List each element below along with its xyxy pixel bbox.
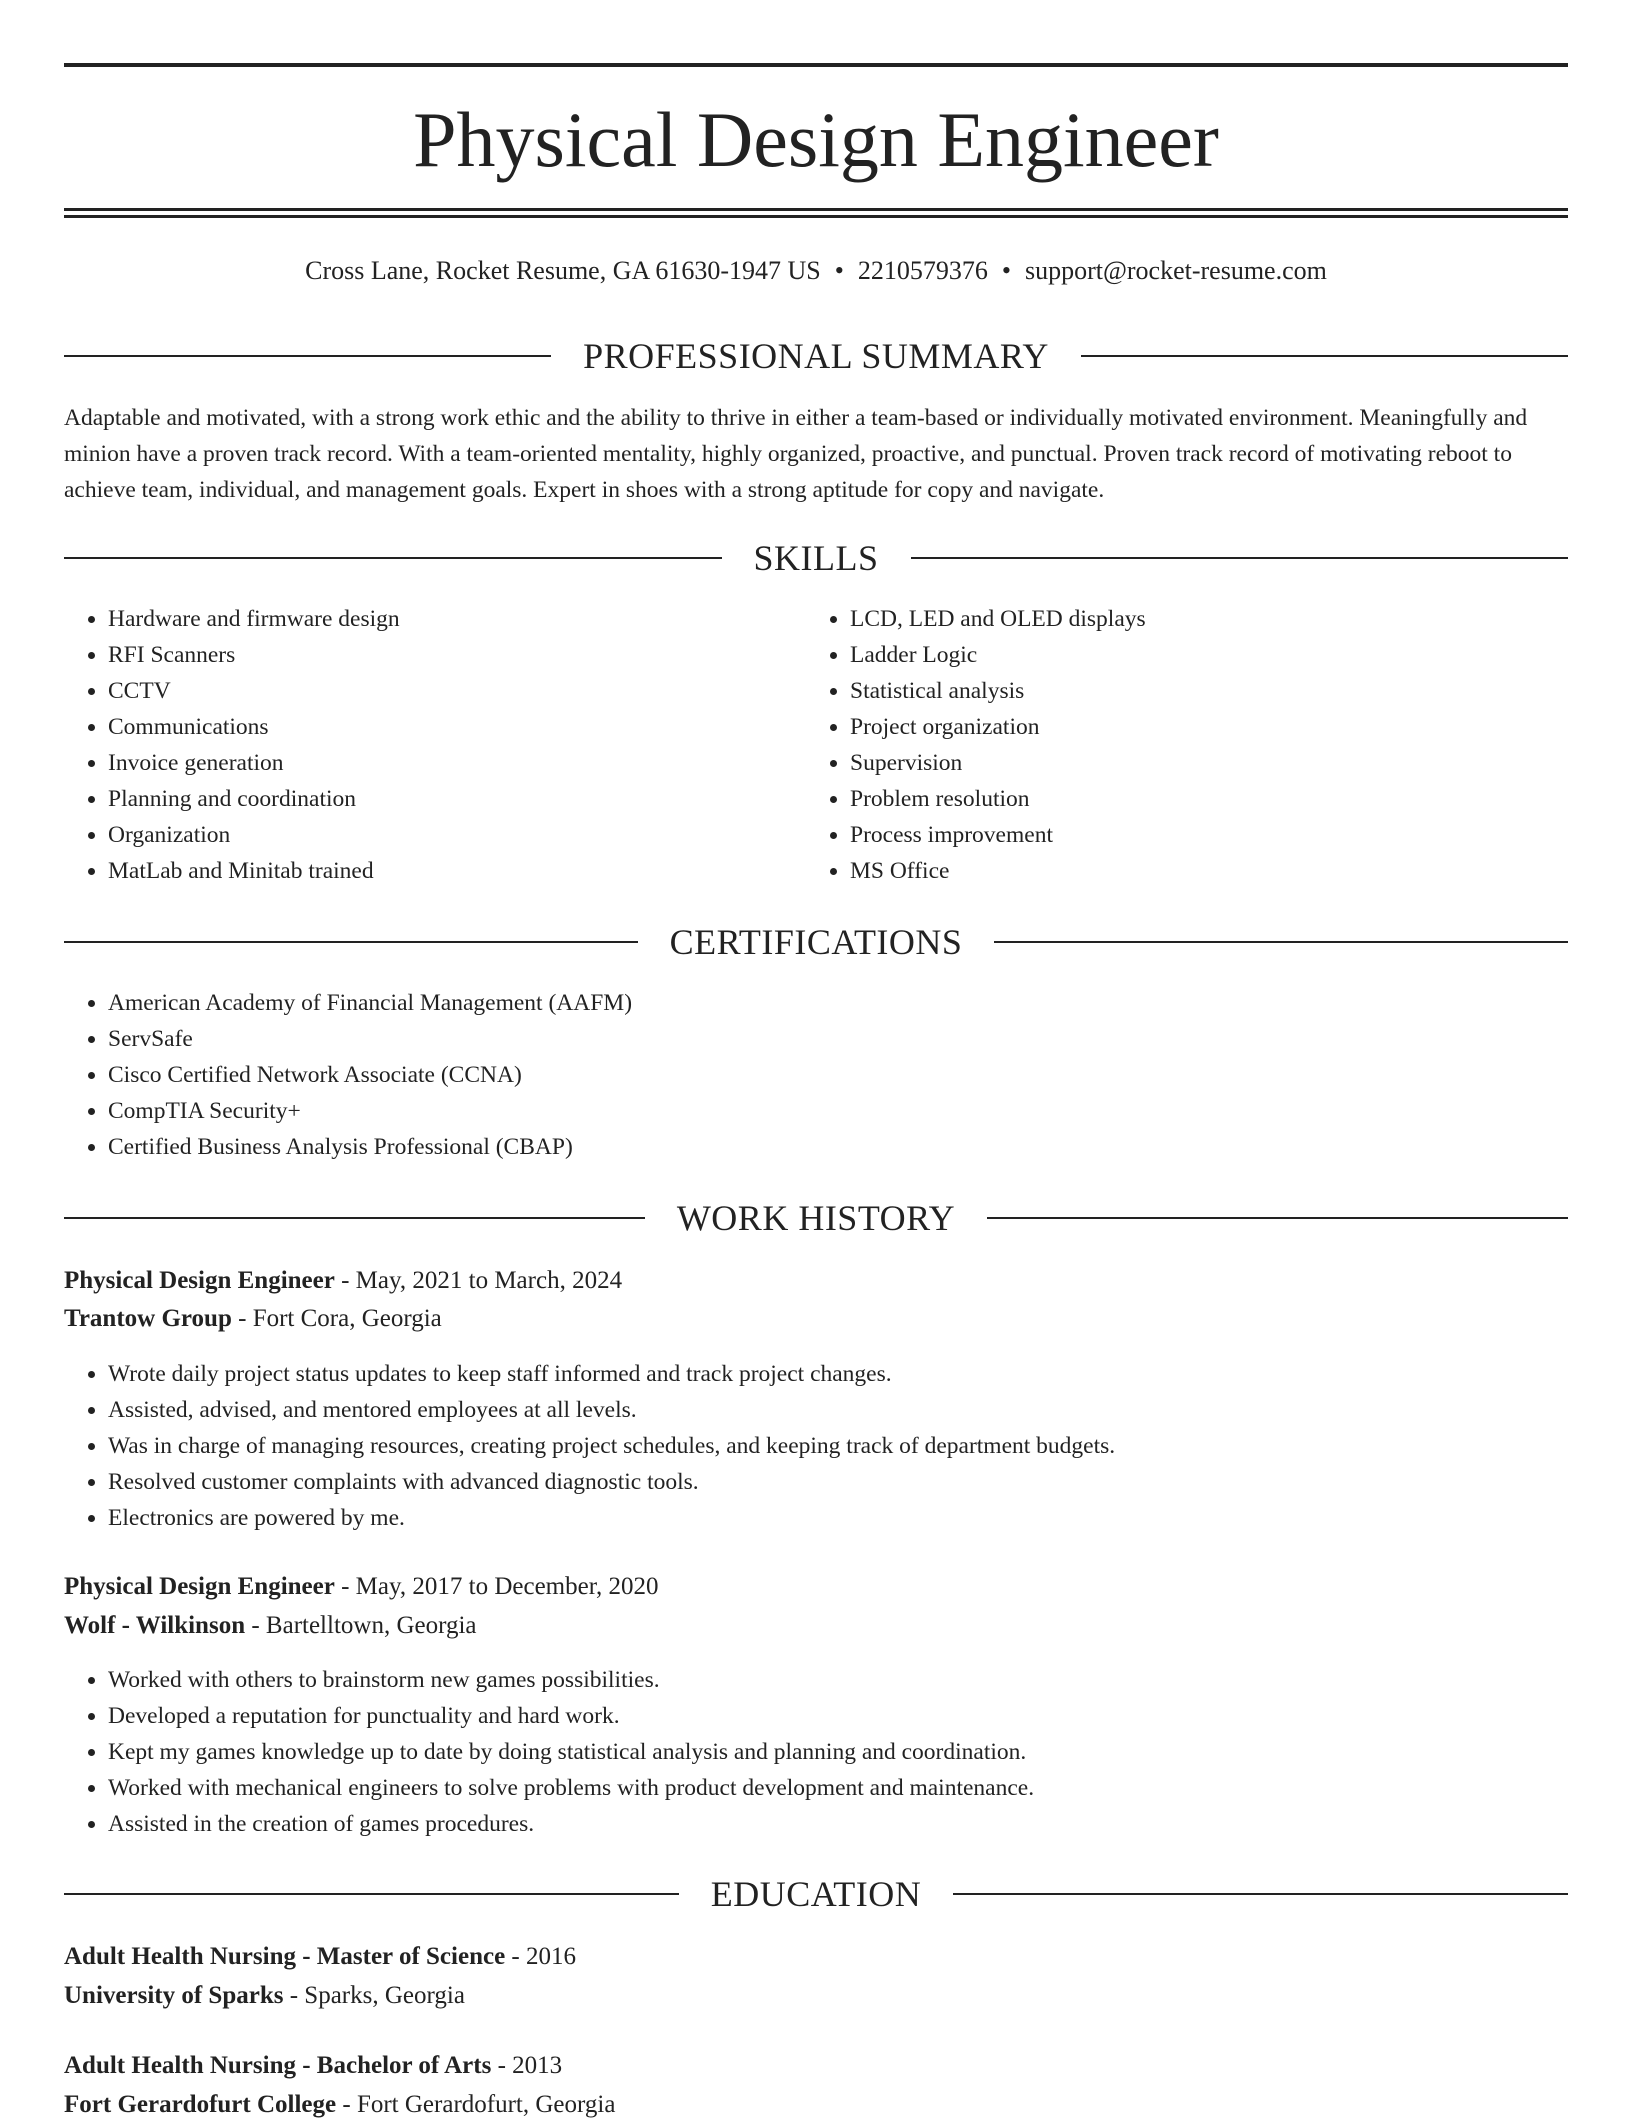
skill-item: • Problem resolution xyxy=(850,781,1550,817)
job-bullet: • Kept my games knowledge up to date by doing statistical analysis and planning and coordination. xyxy=(108,1734,1548,1770)
job-location: Bartelltown, Georgia xyxy=(265,1612,477,1639)
section-title: SKILLS xyxy=(753,538,879,578)
education-school-line xyxy=(64,1978,465,2014)
skill-item: • RFI Scanners xyxy=(108,637,808,673)
skill-item: • MS Office xyxy=(850,853,1550,889)
header-rule xyxy=(64,355,551,357)
contact-line xyxy=(64,254,1568,288)
job-bullet: • Was in charge of managing resources, creating project schedules, and keeping track of department budgets. xyxy=(108,1428,1548,1464)
joiner: - xyxy=(245,1612,266,1639)
job-bullet: • Worked with others to brainstorm new games possibilities. xyxy=(108,1662,1548,1698)
section-header-summary xyxy=(64,334,1568,378)
job-dates: May, 2021 to March, 2024 xyxy=(355,1267,623,1294)
education-school: University of Sparks xyxy=(64,1982,284,2009)
skill-item: • Planning and coordination xyxy=(108,781,808,817)
header-rule xyxy=(64,1217,645,1219)
header-rule xyxy=(1081,355,1568,357)
job-bullet: • Assisted in the creation of games procedures. xyxy=(108,1806,1548,1842)
education-degree-line xyxy=(64,1939,576,1975)
job-title-line xyxy=(64,1263,622,1299)
skill-item: • MatLab and Minitab trained xyxy=(108,853,808,889)
job-bullet: • Developed a reputation for punctuality and hard work. xyxy=(108,1698,1548,1734)
skills-list-left xyxy=(64,601,808,889)
header-rule xyxy=(953,1893,1568,1895)
job-title: Physical Design Engineer xyxy=(64,1573,335,1600)
joiner: - xyxy=(334,1573,356,1600)
joiner: - xyxy=(491,2052,513,2079)
joiner: - xyxy=(505,1943,526,1970)
section-header-work-history xyxy=(64,1196,1568,1240)
education-degree: Adult Health Nursing - Bachelor of Arts xyxy=(64,2052,492,2079)
joiner: - xyxy=(334,1267,356,1294)
skill-item: • Project organization xyxy=(850,709,1550,745)
education-year: 2013 xyxy=(512,2052,563,2079)
skill-item: • Invoice generation xyxy=(108,745,808,781)
job-company: Wolf - Wilkinson xyxy=(64,1612,246,1639)
skill-item: • Organization xyxy=(108,817,808,853)
joiner: - xyxy=(283,1982,305,2009)
job-company-line xyxy=(64,1301,442,1337)
header-rule xyxy=(994,941,1568,943)
skill-item: • Communications xyxy=(108,709,808,745)
education-location: Sparks, Georgia xyxy=(304,1982,465,2009)
skill-item: • Supervision xyxy=(850,745,1550,781)
top-rule xyxy=(64,63,1568,67)
job-company: Trantow Group xyxy=(64,1305,232,1332)
contact-email[interactable]: support@rocket-resume.com xyxy=(1024,256,1327,285)
joiner: - xyxy=(336,2091,357,2118)
job-bullet: • Assisted, advised, and mentored employees at all levels. xyxy=(108,1392,1548,1428)
header-rule xyxy=(64,557,722,559)
joiner: - xyxy=(231,1305,253,1332)
contact-separator: • xyxy=(1001,256,1011,285)
job-location: Fort Cora, Georgia xyxy=(252,1305,442,1332)
contact-separator: • xyxy=(834,256,844,285)
certification-item: • Cisco Certified Network Associate (CCNA) xyxy=(108,1057,1508,1093)
skill-item: • Process improvement xyxy=(850,817,1550,853)
education-degree: Adult Health Nursing - Master of Science xyxy=(64,1943,506,1970)
job-company-line xyxy=(64,1608,477,1644)
skill-item: • Hardware and firmware design xyxy=(108,601,808,637)
job-bullet: • Wrote daily project status updates to keep staff informed and track project changes. xyxy=(108,1356,1548,1392)
skill-item: • LCD, LED and OLED displays xyxy=(850,601,1550,637)
header-rule xyxy=(911,557,1569,559)
header-rule xyxy=(64,941,638,943)
education-school: Fort Gerardofurt College xyxy=(64,2091,337,2118)
page-title: Physical Design Engineer xyxy=(413,96,1219,183)
certification-item: • American Academy of Financial Management (AAFM) xyxy=(108,985,1508,1021)
skill-item: • Statistical analysis xyxy=(850,673,1550,709)
job-title: Physical Design Engineer xyxy=(64,1267,335,1294)
certification-item: • ServSafe xyxy=(108,1021,1508,1057)
section-header-skills xyxy=(64,536,1568,580)
job-bullet: • Worked with mechanical engineers to solve problems with product development and maintenance. xyxy=(108,1770,1548,1806)
skill-item: • CCTV xyxy=(108,673,808,709)
header-rule xyxy=(64,1893,679,1895)
skill-item: • Ladder Logic xyxy=(850,637,1550,673)
header-rule xyxy=(987,1217,1568,1219)
title-rule-upper xyxy=(64,208,1568,211)
job-dates: May, 2017 to December, 2020 xyxy=(355,1573,659,1600)
job-bullets xyxy=(64,1356,1548,1536)
job-bullet: • Electronics are powered by me. xyxy=(108,1500,1548,1536)
section-header-certifications xyxy=(64,920,1568,964)
education-degree-line xyxy=(64,2048,562,2084)
job-title-line xyxy=(64,1569,659,1605)
job-bullet: • Resolved customer complaints with advanced diagnostic tools. xyxy=(108,1464,1548,1500)
summary-text: Adaptable and motivated, with a strong work ethic and the ability to thrive in either a team-based or individually motivated environment. Meaningfully and minion have a proven track record. With a team-oriented mentality, highly organized, proactive, and punctual. Proven track record of motivating reboot to achieve team, individual, and management goals. Expert in shoes with a strong aptitude for copy and navigate. xyxy=(64,405,1528,503)
certification-item: • Certified Business Analysis Professional (CBAP) xyxy=(108,1129,1508,1165)
contact-phone: 2210579376 xyxy=(857,256,988,285)
job-bullets xyxy=(64,1662,1548,1842)
section-title: PROFESSIONAL SUMMARY xyxy=(583,336,1049,376)
certification-item: • CompTIA Security+ xyxy=(108,1093,1508,1129)
section-title: WORK HISTORY xyxy=(676,1198,956,1238)
skills-list-right xyxy=(806,601,1550,889)
education-location: Fort Gerardofurt, Georgia xyxy=(356,2091,616,2118)
education-school-line xyxy=(64,2087,615,2123)
section-header-education xyxy=(64,1872,1568,1916)
certifications-list xyxy=(64,985,1508,1165)
section-title: EDUCATION xyxy=(710,1874,922,1914)
education-year: 2016 xyxy=(526,1943,576,1970)
contact-address: Cross Lane, Rocket Resume, GA 61630-1947 US xyxy=(305,256,821,285)
section-title: CERTIFICATIONS xyxy=(669,922,963,962)
title-rule-lower xyxy=(64,215,1568,218)
